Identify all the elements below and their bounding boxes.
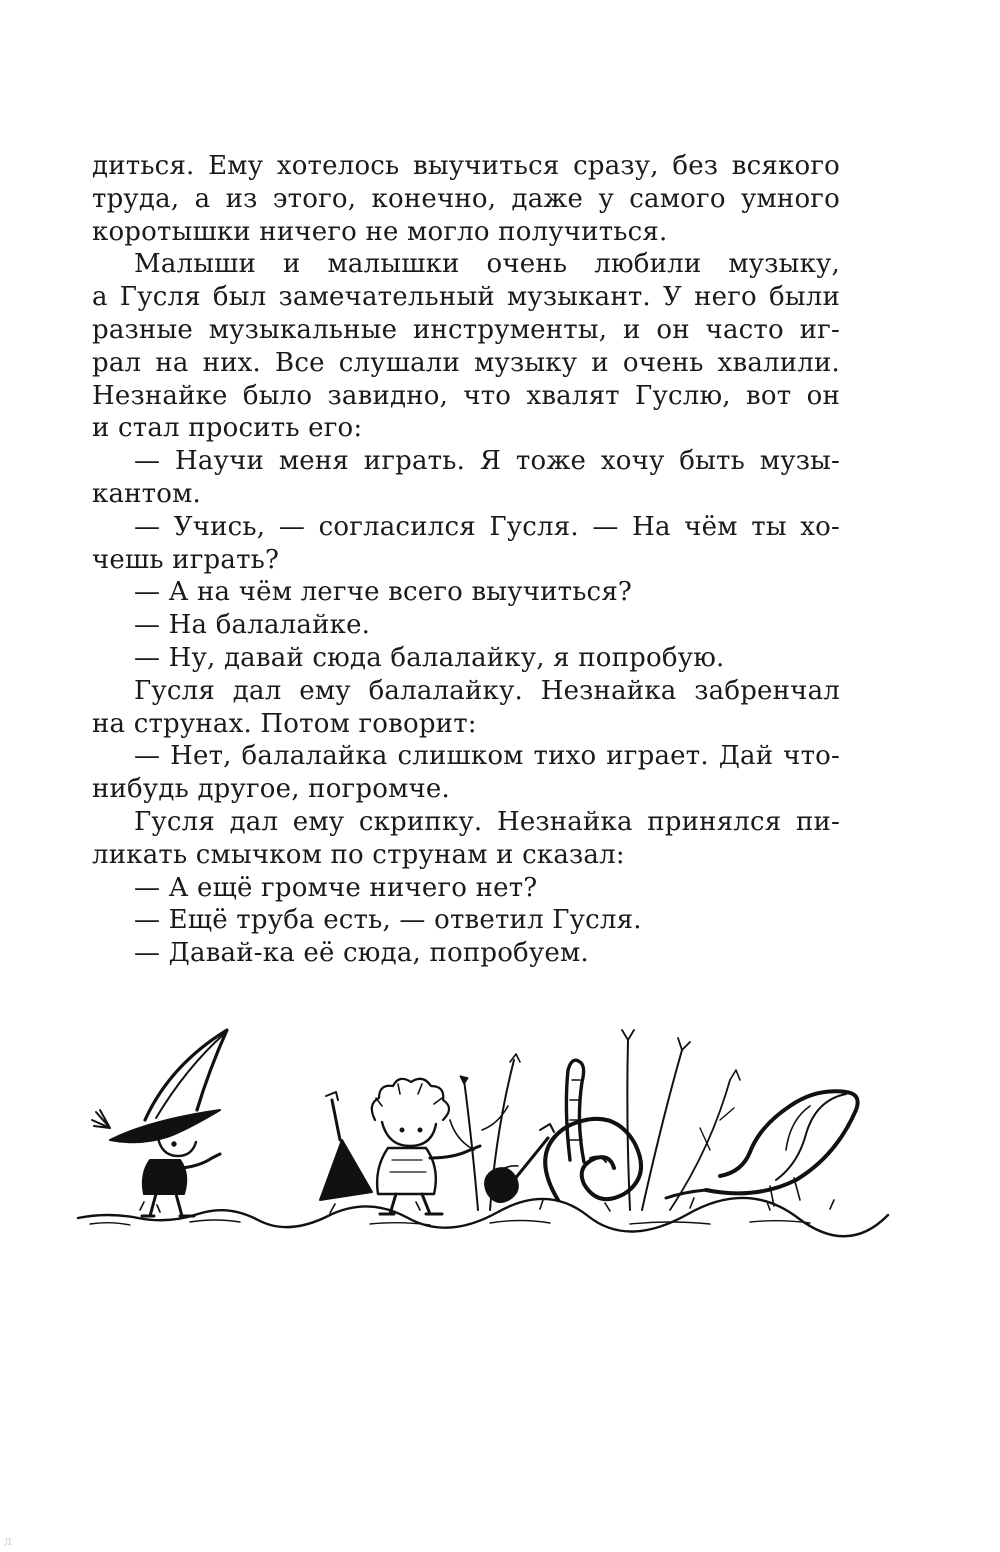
- text-line: нибудь другое, погромче.: [92, 774, 450, 805]
- text-line: — Нет, балалайка слишком тихо играет. Дай что-: [134, 741, 840, 772]
- text-line: — На балалайке.: [134, 610, 371, 641]
- text-line: — А ещё громче ничего нет?: [134, 872, 538, 903]
- text-line: ликать смычком по струнам и сказал:: [92, 839, 625, 870]
- text-line: Незнайке было завидно, что хвалят Гуслю, вот он: [92, 380, 840, 411]
- text-line: а Гусля был замечательный музыкант. У него были: [92, 282, 840, 313]
- ground-icon: [78, 1198, 888, 1236]
- text-line: труда, а из этого, конечно, даже у самого умного: [92, 183, 840, 214]
- corner-mark: л: [4, 1534, 12, 1548]
- worm-icon: [566, 1060, 584, 1162]
- text-line: — Ещё труба есть, — ответил Гусля.: [134, 905, 642, 936]
- body-text: [92, 150, 840, 970]
- guslya-figure-icon: [320, 1079, 480, 1214]
- text-line: рал на них. Все слушали музыку и очень хвалили.: [92, 347, 840, 378]
- text-line: коротышки ничего не могло получиться.: [92, 216, 668, 247]
- text-line: Малыши и малышки очень любили музыку,: [134, 249, 840, 280]
- tuba-icon: [666, 1091, 858, 1206]
- horn-curl-icon: [545, 1119, 641, 1200]
- text-line: Гусля дал ему балалайку. Незнайка забренчал: [134, 675, 840, 706]
- text-line: диться. Ему хотелось выучиться сразу, без всякого: [92, 151, 840, 181]
- text-line: Гусля дал ему скрипку. Незнайка принялся пи-: [134, 806, 840, 837]
- text-line: кантом.: [92, 478, 202, 509]
- ink-drawing-illustration: [70, 1010, 890, 1340]
- text-line: чешь играть?: [92, 544, 280, 575]
- text-line: и стал просить его:: [92, 413, 363, 444]
- text-line: разные музыкальные инструменты, и он часто иг-: [92, 314, 840, 345]
- neznaika-figure-icon: [92, 1030, 227, 1216]
- text-line: — Давай-ка её сюда, попробуем.: [134, 938, 589, 969]
- text-line: на струнах. Потом говорит:: [92, 708, 477, 739]
- text-line: — Ну, давай сюда балалайку, я попробую.: [134, 642, 725, 673]
- text-line: — Учись, — согласился Гусля. — На чём ты хо-: [134, 511, 840, 542]
- text-line: — А на чём легче всего выучиться?: [134, 577, 633, 608]
- text-line: — Научи меня играть. Я тоже хочу быть музы-: [134, 446, 840, 477]
